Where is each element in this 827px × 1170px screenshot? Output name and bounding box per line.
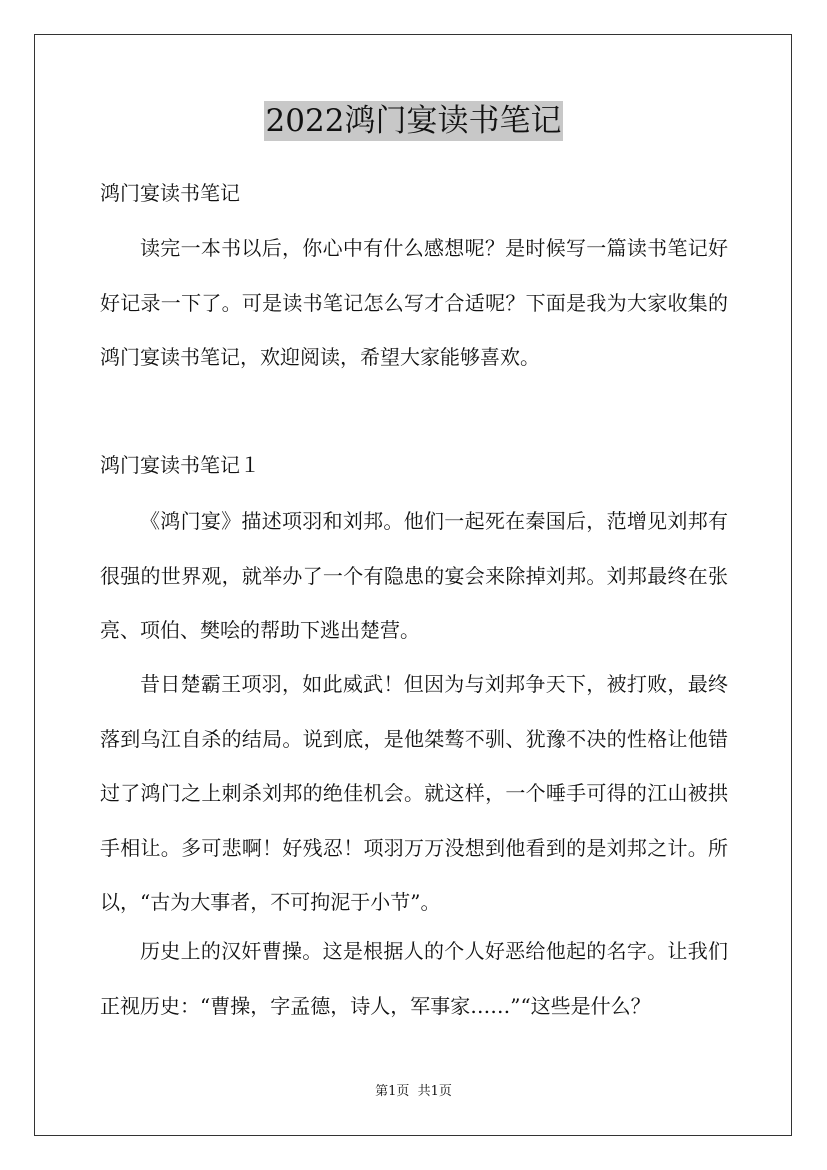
title-container xyxy=(0,101,827,141)
section-heading-1: 鸿门宴读书笔记１ xyxy=(100,453,260,477)
page-footer: 第1页 共1页 xyxy=(375,1084,452,1099)
section-heading-intro: 鸿门宴读书笔记 xyxy=(100,181,240,205)
body-paragraph: 历史上的汉奸曹操。这是根据人的个人好恶给他起的名字。让我们正视历史：“曹操，字孟德，诗人，军事家……”“这些是什么？ xyxy=(100,939,728,1018)
intro-paragraph: 读完一本书以后，你心中有什么感想呢？是时候写一篇读书笔记好好记录一下了。可是读书笔记怎么写才合适呢？下面是我为大家收集的鸿门宴读书笔记，欢迎阅读，希望大家能够喜欢。 xyxy=(100,236,728,369)
document-title: 2022鸿门宴读书笔记 xyxy=(265,103,562,139)
body-paragraph: 昔日楚霸王项羽，如此威武！但因为与刘邦争天下，被打败，最终落到乌江自杀的结局。说到底，是他桀骜不驯、犹豫不决的性格让他错过了鸿门之上刺杀刘邦的绝佳机会。就这样，一个唾手可得的江山被拱手相让。多可悲啊！好残忍！项羽万万没想到他看到的是刘邦之计。所以，“古为大事者，不可拘泥于小节”。 xyxy=(100,672,728,914)
body-paragraph: 《鸿门宴》描述项羽和刘邦。他们一起死在秦国后，范增见刘邦有很强的世界观，就举办了一个有隐患的宴会来除掉刘邦。刘邦最终在张亮、项伯、樊哙的帮助下逃出楚营。 xyxy=(100,509,728,642)
